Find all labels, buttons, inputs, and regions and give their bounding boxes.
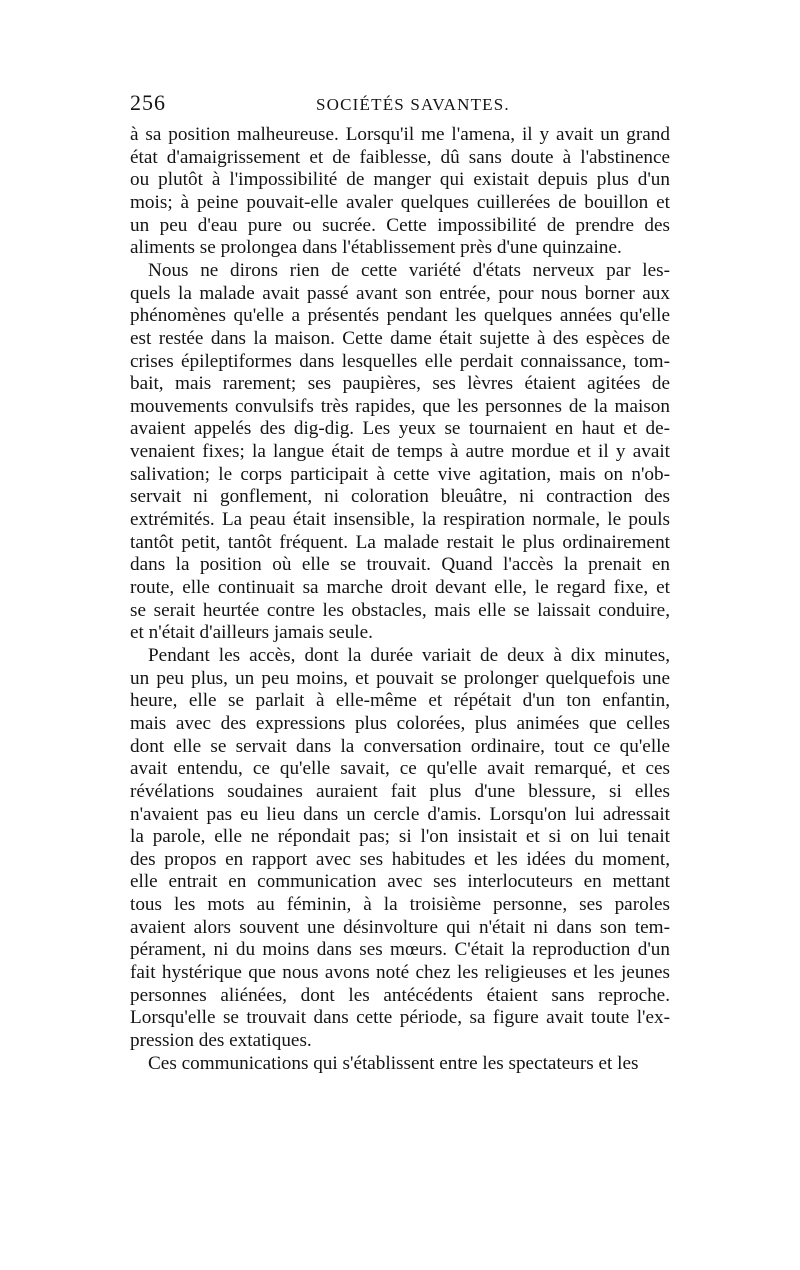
text-line: révélations soudaines auraient fait plus d'une blessure, si elles [130,780,670,802]
text-line: un peu d'eau pure ou sucrée. Cette impossibilité de prendre des [130,214,670,236]
running-head: SOCIÉTÉS SAVANTES. [316,95,510,114]
text-line: phénomènes qu'elle a présentés pendant les quelques années qu'elle [130,305,670,327]
text-line: se serait heurtée contre les obstacles, mais elle se laissait conduire, [130,599,670,621]
page-number: 256 [130,90,166,115]
text-line: pression des extatiques. [130,1030,312,1051]
text-line: Nous ne dirons rien de cette variété d'états nerveux par les- [148,259,670,281]
text-line: extrémités. La peau était insensible, la respiration normale, le pouls [130,509,670,531]
text-line: elle entrait en communication avec ses interlocuteurs en mettant [130,871,670,893]
text-line: avait entendu, ce qu'elle savait, ce qu'elle avait remarqué, et ces [130,758,670,780]
text-line: route, elle continuait sa marche droit devant elle, le regard fixe, et [130,577,670,598]
text-line: mouvements convulsifs très rapides, que les personnes de la maison [130,395,670,417]
text-line: salivation; le corps participait à cette vive agitation, mais on n'ob- [130,463,670,485]
text-line: venaient fixes; la langue était de temps à autre mordue et il y avait [130,441,670,463]
text-line: heure, elle se parlait à elle-même et répétait d'un ton enfantin, [130,690,670,712]
page-header [0,90,800,124]
text-line: mais avec des expressions plus colorées, plus animées que celles [130,712,670,734]
text-line: état d'amaigrissement et de faiblesse, dû sans doute à l'abstinence [130,146,670,168]
text-line: tantôt petit, tantôt fréquent. La malade restait le plus ordinairement [130,531,670,553]
text-line: Lorsqu'elle se trouvait dans cette période, sa figure avait toute l'ex- [130,1007,670,1029]
text-line: est restée dans la maison. Cette dame était sujette à des espèces de [130,327,670,349]
text-line: fait hystérique que nous avons noté chez les religieuses et les jeunes [130,962,670,984]
text-line: Pendant les accès, dont la durée variait de deux à dix minutes, [148,644,670,666]
text-line: personnes aliénées, dont les antécédents étaient sans reproche. [130,984,670,1006]
text-line: crises épileptiformes dans lesquelles elle perdait connaissance, tom- [130,350,670,372]
text-line: Ces communications qui s'établissent entre les spectateurs et les [148,1052,639,1074]
text-line: aliments se prolongea dans l'établissement près d'une quinzaine. [130,237,622,259]
text-line: quels la malade avait passé avant son entrée, pour nous borner aux [130,282,670,304]
text-line: mois; à peine pouvait-elle avaler quelques cuillerées de bouillon et [130,191,670,213]
text-line: n'avaient pas eu lieu dans un cercle d'amis. Lorsqu'on lui adressait [130,803,670,825]
text-line: avaient alors souvent une désinvolture qui n'était ni dans son tem- [130,916,670,938]
text-line: pérament, ni du moins dans ses mœurs. C'était la reproduction d'un [130,939,670,961]
text-line: des propos en rapport avec ses habitudes et les idées du moment, [130,848,670,870]
text-line: dont elle se servait dans la conversation ordinaire, tout ce qu'elle [130,735,670,757]
text-line: la parole, elle ne répondait pas; si l'on insistait et si on lui tenait [130,826,670,848]
text-line: dans la position où elle se trouvait. Quand l'accès la prenait en [130,554,670,576]
text-line: avaient appelés des dig-dig. Les yeux se tournaient en haut et de- [130,418,670,440]
text-line: à sa position malheureuse. Lorsqu'il me l'amena, il y avait un grand [130,124,670,145]
text-line: bait, mais rarement; ses paupières, ses lèvres étaient agitées de [130,373,670,395]
text-line: servait ni gonflement, ni coloration bleuâtre, ni contraction des [130,486,670,508]
text-line: un peu plus, un peu moins, et pouvait se prolonger quelquefois une [130,667,670,689]
text-line: ou plutôt à l'impossibilité de manger qui existait depuis plus d'un [130,169,670,191]
text-line: tous les mots au féminin, à la troisième personne, ses paroles [130,894,670,916]
text-line: et n'était d'ailleurs jamais seule. [130,622,373,644]
